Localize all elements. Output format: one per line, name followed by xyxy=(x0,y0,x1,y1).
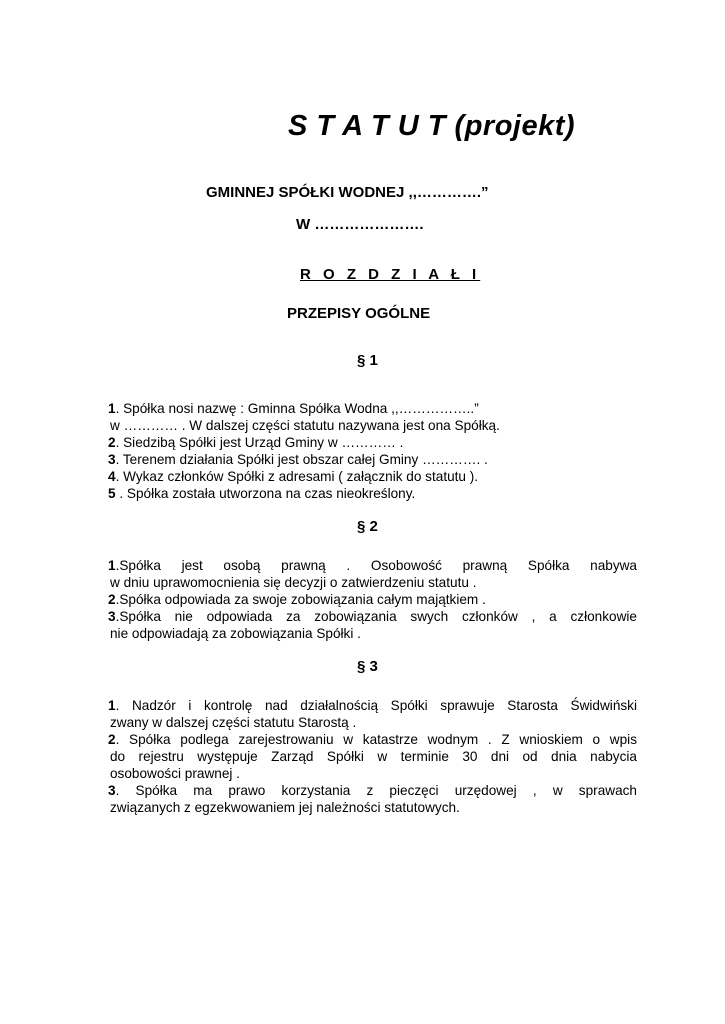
chapter-name: PRZEPISY OGÓLNE xyxy=(287,305,431,322)
paragraph-line xyxy=(110,799,460,816)
paragraph-line xyxy=(110,574,476,591)
paragraph-line xyxy=(108,591,486,608)
paragraph-text: .Spółka jest osobą prawną . Osobowość prawną Spółka nabywa xyxy=(115,558,637,573)
paragraph-line xyxy=(108,608,637,625)
paragraph-text: . Nadzór i kontrolę nad działalnością Spółki sprawuje Starosta Świdwiński xyxy=(115,698,637,713)
paragraph-line xyxy=(110,417,500,434)
document-subtitle-line-2: W …………………. xyxy=(296,216,424,233)
paragraph-line xyxy=(108,400,479,417)
paragraph-line xyxy=(110,625,361,642)
paragraph-line xyxy=(108,451,488,468)
paragraph-text: w dniu uprawomocnienia się decyzji o zatwierdzeniu statutu . xyxy=(110,575,477,590)
paragraph-text: . Wykaz członków Spółki z adresami ( załącznik do statutu ). xyxy=(115,469,479,484)
paragraph-text: . Spółka ma prawo korzystania z pieczęci urzędowej , w sprawach xyxy=(115,783,637,798)
paragraph-text: .Spółka nie odpowiada za zobowiązania swych członków , a członkowie xyxy=(115,609,637,624)
paragraph-line xyxy=(108,557,637,574)
paragraph-number: 1 xyxy=(108,401,116,416)
paragraph-number: 2 xyxy=(108,732,116,747)
paragraph-number: 2 xyxy=(108,435,116,450)
paragraph-text: . Terenem działania Spółki jest obszar całej Gminy …………. . xyxy=(115,452,488,467)
paragraph-text: do rejestru występuje Zarząd Spółki w terminie 30 dni od dnia nabycia xyxy=(110,749,637,764)
paragraph-text: . Siedzibą Spółki jest Urząd Gminy w ………… . xyxy=(115,435,404,450)
paragraph-line xyxy=(110,765,240,782)
paragraph-number: 1 xyxy=(108,698,116,713)
paragraph-text: . Spółka podlega zarejestrowaniu w katastrze wodnym . Z wnioskiem o wpis xyxy=(115,732,637,747)
paragraph-line xyxy=(108,697,637,714)
paragraph-text: w ………… . W dalszej części statutu nazywana jest ona Spółką. xyxy=(110,418,500,433)
paragraph-number: 3 xyxy=(108,783,116,798)
paragraph-text: .Spółka odpowiada za swoje zobowiązania całym majątkiem . xyxy=(115,592,486,607)
paragraph-line xyxy=(110,714,356,731)
section-sign: § 2 xyxy=(357,518,378,535)
document-title: S T A T U T (projekt) xyxy=(288,110,576,142)
paragraph-text: związanych z egzekwowaniem jej należności statutowych. xyxy=(110,800,460,815)
paragraph-number: 5 xyxy=(108,486,116,501)
paragraph-number: 3 xyxy=(108,452,116,467)
paragraph-number: 3 xyxy=(108,609,116,624)
paragraph-text: . Spółka została utworzona na czas nieokreślony. xyxy=(115,486,416,501)
paragraph-text: nie odpowiadają za zobowiązania Spółki . xyxy=(110,626,361,641)
paragraph-line xyxy=(108,485,415,502)
paragraph-line xyxy=(108,782,637,799)
paragraph-number: 4 xyxy=(108,469,116,484)
paragraph-line xyxy=(108,434,403,451)
section-sign: § 3 xyxy=(357,658,378,675)
paragraph-text: osobowości prawnej . xyxy=(110,766,240,781)
paragraph-line xyxy=(108,468,478,485)
section-sign: § 1 xyxy=(357,352,378,369)
paragraph-number: 2 xyxy=(108,592,116,607)
paragraph-text: . Spółka nosi nazwę : Gminna Spółka Wodna ,,……………..” xyxy=(115,401,479,416)
paragraph-text: zwany w dalszej części statutu Starostą . xyxy=(110,715,357,730)
chapter-heading: R O Z D Z I A Ł I xyxy=(300,266,481,283)
paragraph-number: 1 xyxy=(108,558,116,573)
paragraph-line xyxy=(110,748,637,765)
document-subtitle-line-1: GMINNEJ SPÓŁKI WODNEJ ,,………….” xyxy=(206,184,489,201)
paragraph-line xyxy=(108,731,637,748)
